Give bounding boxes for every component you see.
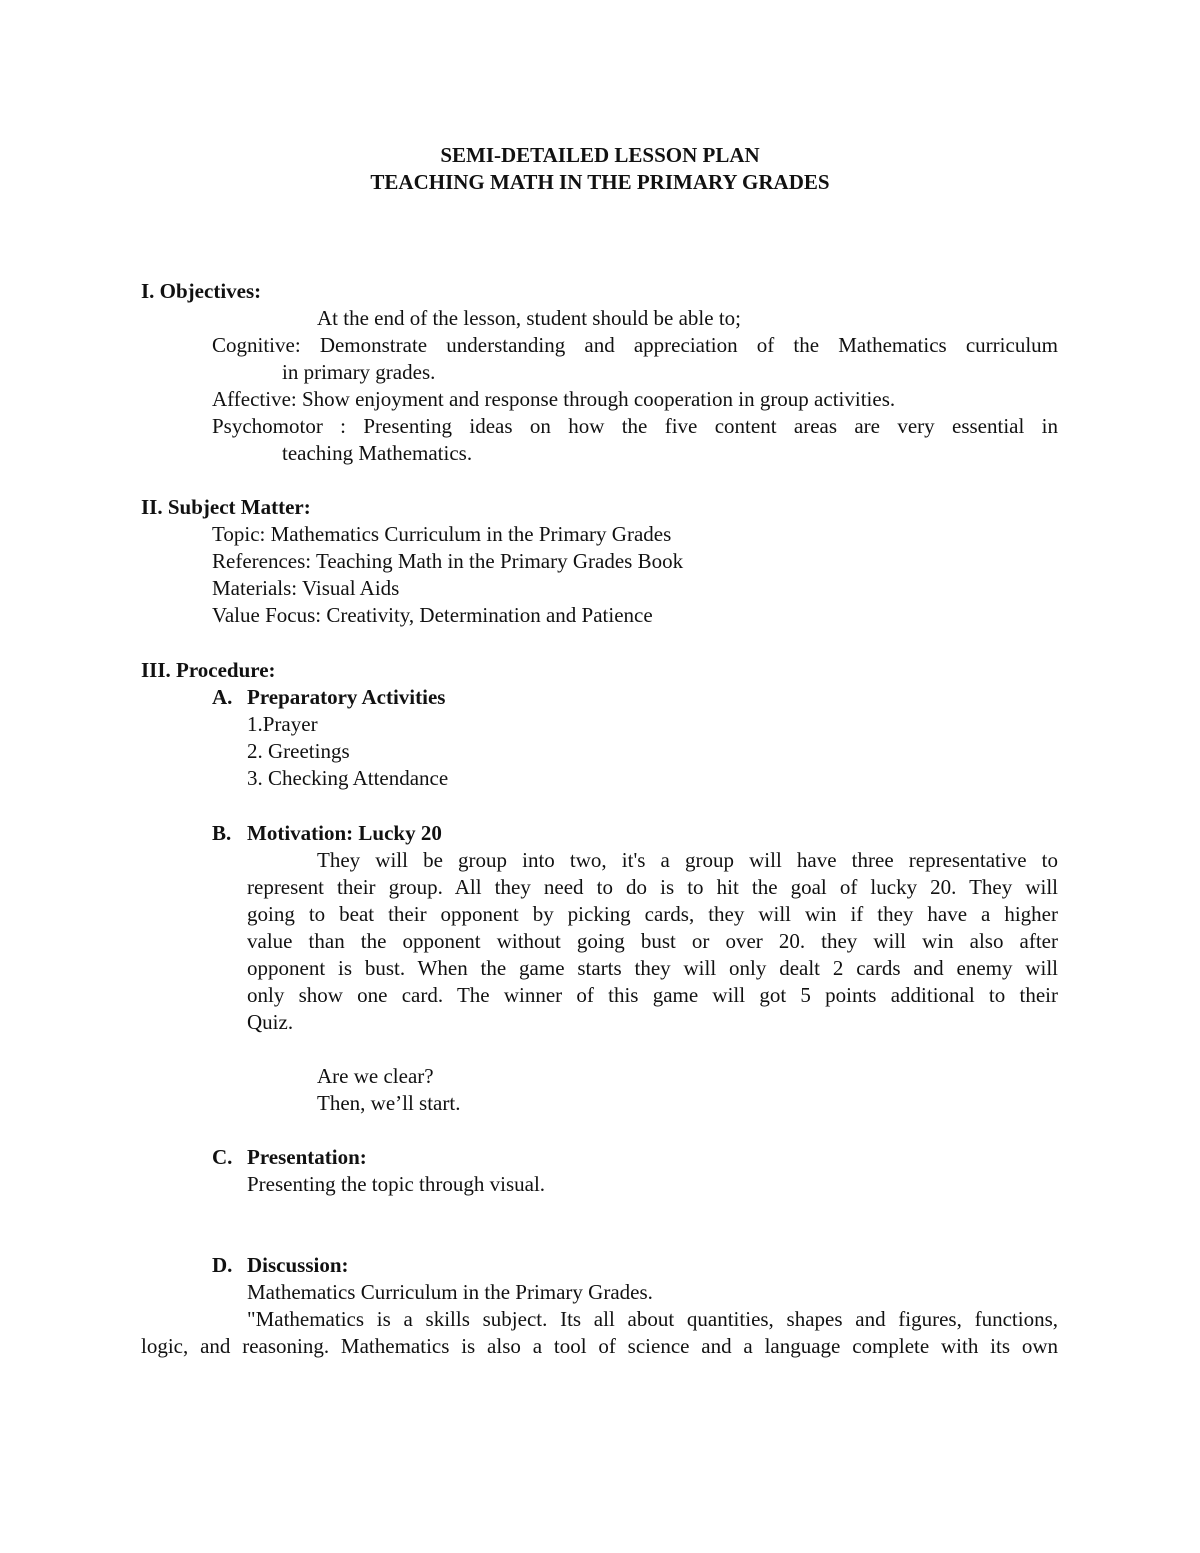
section-c-letter: C.: [212, 1145, 233, 1169]
motivation-line: Quiz.: [247, 1010, 294, 1034]
subject-value-focus: Value Focus: Creativity, Determination and Patience: [212, 603, 653, 627]
section-c-title: Presentation:: [247, 1145, 367, 1169]
objectives-heading: I. Objectives:: [141, 279, 262, 303]
discussion-paragraph: "Mathematics is a skills subject. Its all about quantities, shapes and figures, functions,: [247, 1307, 1058, 1331]
list-item: 1.Prayer: [247, 712, 318, 736]
motivation-line: opponent is bust. When the game starts they will only dealt 2 cards and enemy will: [247, 956, 1058, 980]
subject-matter-heading: II. Subject Matter:: [141, 495, 311, 519]
section-d-letter: D.: [212, 1253, 233, 1277]
discussion-topic: Mathematics Curriculum in the Primary Grades.: [247, 1280, 653, 1304]
motivation-line: going to beat their opponent by picking cards, they will win if they have a higher: [247, 902, 1058, 926]
subject-topic: Topic: Mathematics Curriculum in the Primary Grades: [212, 522, 672, 546]
objective-affective: Affective: Show enjoyment and response through cooperation in group activities.: [212, 387, 896, 411]
objective-cognitive: Cognitive: Demonstrate understanding and appreciation of the Mathematics curriculum: [212, 333, 1058, 357]
motivation-start: Then, we’ll start.: [317, 1091, 461, 1115]
motivation-line: represent their group. All they need to do is to hit the goal of lucky 20. They will: [247, 875, 1058, 899]
section-b-title: Motivation: Lucky 20: [247, 821, 442, 845]
list-item: 2. Greetings: [247, 739, 350, 763]
subject-references: References: Teaching Math in the Primary Grades Book: [212, 549, 684, 573]
motivation-question: Are we clear?: [317, 1064, 434, 1088]
motivation-line: They will be group into two, it's a group will have three representative to: [317, 848, 1058, 872]
subject-materials: Materials: Visual Aids: [212, 576, 400, 600]
presentation-text: Presenting the topic through visual.: [247, 1172, 546, 1196]
objective-psychomotor: Psychomotor : Presenting ideas on how the five content areas are very essential in: [212, 414, 1058, 438]
document-subtitle: TEACHING MATH IN THE PRIMARY GRADES: [370, 170, 830, 194]
section-d-title: Discussion:: [247, 1253, 349, 1277]
motivation-line: only show one card. The winner of this game will got 5 points additional to their: [247, 983, 1058, 1007]
procedure-heading: III. Procedure:: [141, 658, 276, 682]
section-b-letter: B.: [212, 821, 232, 845]
objective-psychomotor-cont: teaching Mathematics.: [282, 441, 473, 465]
motivation-line: value than the opponent without going bust or over 20. they will win also after: [247, 929, 1058, 953]
section-a-title: Preparatory Activities: [247, 685, 446, 709]
list-item: 3. Checking Attendance: [247, 766, 449, 790]
document-title: SEMI-DETAILED LESSON PLAN: [440, 143, 760, 167]
objectives-intro: At the end of the lesson, student should be able to;: [317, 306, 742, 330]
objective-cognitive-cont: in primary grades.: [282, 360, 436, 384]
discussion-paragraph-cont: logic, and reasoning. Mathematics is also a tool of science and a language complete with its own: [141, 1334, 1058, 1358]
section-a-letter: A.: [212, 685, 233, 709]
